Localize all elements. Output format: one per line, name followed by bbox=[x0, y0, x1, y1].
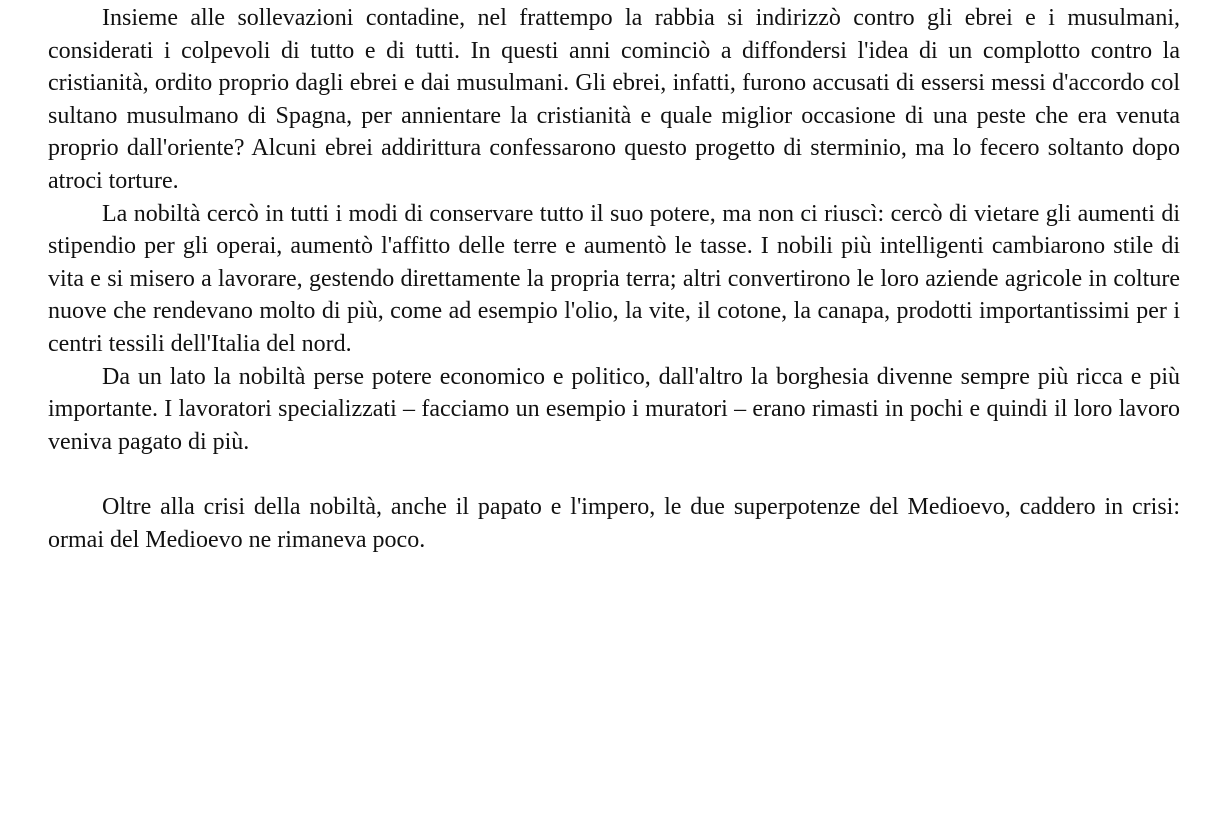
paragraph-persecution: Insieme alle sollevazioni contadine, nel frattempo la rabbia si indirizzò contro gli ebrei e i musulmani, considerati i colpevoli di tutto e di tutti. In questi anni cominciò a diffondersi l'idea di un complotto contro la cristianità, ordito proprio dagli ebrei e dai musulmani. Gli ebrei, infatti, furono accusati di essersi messi d'accordo col sultano musulmano di Spagna, per annientare la cristianità e quale miglior occasione di una peste che era venuta proprio dall'oriente? Alcuni ebrei addirittura confessarono questo progetto di sterminio, ma lo fecero soltanto dopo atroci torture. bbox=[48, 5, 1180, 194]
paragraph-nobility: La nobiltà cercò in tutti i modi di conservare tutto il suo potere, ma non ci riuscì: cercò di vietare gli aumenti di stipendio per gli operai, aumentò l'affitto delle terre e aumentò le tasse. I nobili più intelligenti cambiarono stile di vita e si misero a lavorare, gestendo direttamente la propria terra; altri convertirono le loro aziende agricole in colture nuove che rendevano molto di più, come ad esempio l'olio, la vite, il cotone, la canapa, prodotti importantissimi per i centri tessili dell'Italia del nord. bbox=[48, 200, 1180, 357]
paragraph-bourgeoisie: Da un lato la nobiltà perse potere economico e politico, dall'altro la borghesia divenne sempre più ricca e più importante. I lavoratori specializzati – facciamo un esempio i muratori – erano rimasti in pochi e quindi il loro lavoro veniva pagato di più. bbox=[48, 363, 1180, 455]
document-page bbox=[48, 2, 1180, 556]
paragraph-papacy-empire: Oltre alla crisi della nobiltà, anche il papato e l'impero, le due superpotenze del Medioevo, caddero in crisi: ormai del Medioevo ne rimaneva poco. bbox=[48, 493, 1180, 553]
paragraph-gap bbox=[48, 458, 1180, 491]
